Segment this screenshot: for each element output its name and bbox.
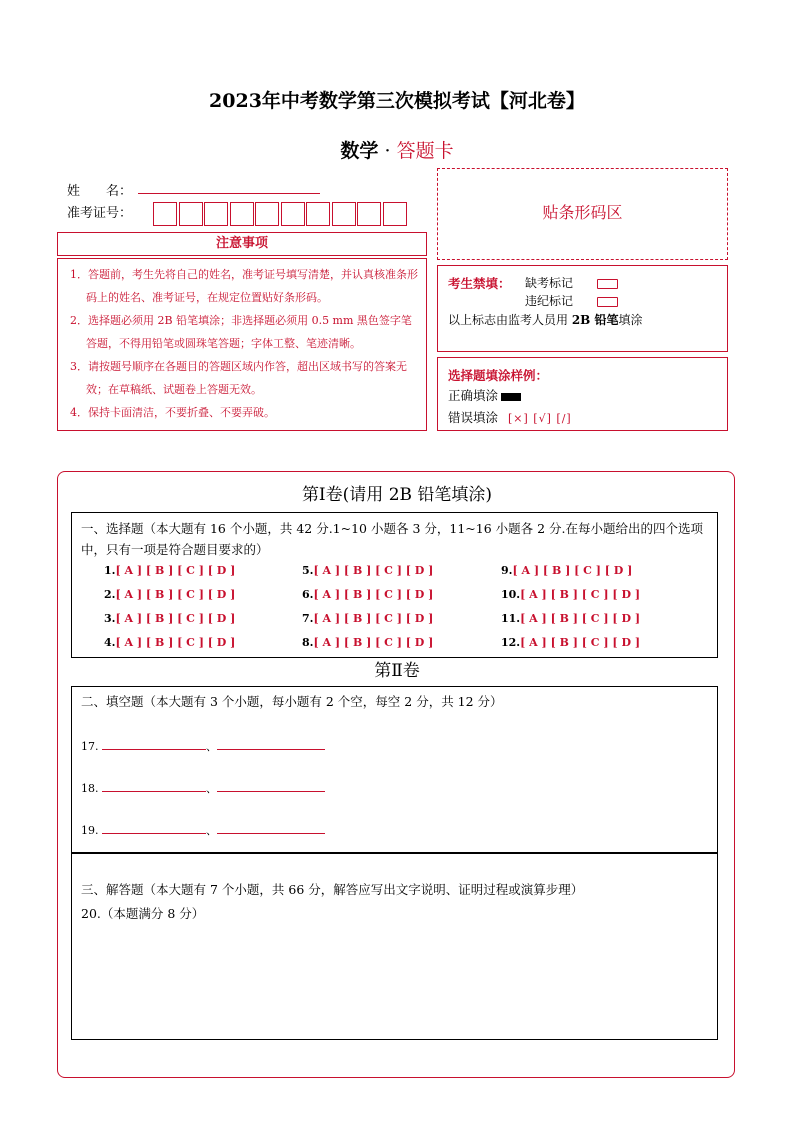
mc-question-10[interactable]: 10.[ A ] [ B ] [ C ] [ D ] bbox=[501, 588, 641, 601]
part2-title: 第Ⅱ卷 bbox=[374, 661, 420, 681]
ban-title: 考生禁填： bbox=[448, 276, 511, 291]
id-digit-box[interactable] bbox=[357, 202, 381, 226]
wrong-label: 错误填涂 bbox=[448, 410, 499, 425]
id-digit-box[interactable] bbox=[281, 202, 305, 226]
mc-question-6[interactable]: 6.[ A ] [ B ] [ C ] [ D ] bbox=[302, 588, 434, 601]
notice-title: 注意事项 bbox=[57, 232, 427, 256]
mc-question-3[interactable]: 3.[ A ] [ B ] [ C ] [ D ] bbox=[104, 612, 236, 625]
card-subtitle bbox=[0, 136, 794, 163]
notice-item-4: 4．保持卡面清洁，不要折叠、不要弄破。 bbox=[70, 406, 275, 419]
fill-item-17: 17. 、 bbox=[81, 738, 325, 754]
name-label: 姓 名： bbox=[67, 184, 133, 199]
correct-label: 正确填涂 bbox=[448, 388, 499, 403]
id-digit-box[interactable] bbox=[383, 202, 407, 226]
filled-mark-sample bbox=[501, 393, 521, 401]
id-digit-box[interactable] bbox=[332, 202, 356, 226]
absent-mark[interactable] bbox=[597, 279, 618, 289]
id-label: 准考证号： bbox=[67, 206, 133, 221]
subtitle-card: 答题卡 bbox=[396, 140, 454, 162]
blank-19-b[interactable] bbox=[217, 823, 325, 834]
ban-note: 以上标志由监考人员用 2B 铅笔填涂 bbox=[448, 313, 643, 327]
subtitle-subject: 数学 bbox=[340, 140, 379, 162]
absent-label: 缺考标记 bbox=[525, 276, 574, 290]
blank-18-b[interactable] bbox=[217, 781, 325, 792]
blank-19-a[interactable] bbox=[102, 823, 206, 834]
blank-18-a[interactable] bbox=[102, 781, 206, 792]
mc-question-11[interactable]: 11.[ A ] [ B ] [ C ] [ D ] bbox=[501, 612, 641, 625]
id-digit-box[interactable] bbox=[306, 202, 330, 226]
mc-question-12[interactable]: 12.[ A ] [ B ] [ C ] [ D ] bbox=[501, 636, 641, 649]
subtitle-dot: · bbox=[384, 140, 391, 162]
blank-17-b[interactable] bbox=[217, 739, 325, 750]
blank-17-a[interactable] bbox=[102, 739, 206, 750]
notice-box bbox=[57, 258, 427, 431]
mc-question-8[interactable]: 8.[ A ] [ B ] [ C ] [ D ] bbox=[302, 636, 434, 649]
mc-question-7[interactable]: 7.[ A ] [ B ] [ C ] [ D ] bbox=[302, 612, 434, 625]
id-number-boxes[interactable] bbox=[153, 202, 408, 226]
mc-question-5[interactable]: 5.[ A ] [ B ] [ C ] [ D ] bbox=[302, 564, 434, 577]
answer-description: 三、解答题（本大题有 7 个小题，共 66 分，解答应写出文字说明、证明过程或演算步理） bbox=[81, 882, 584, 897]
notice-item-2: 2．选择题必须用 2B 铅笔填涂；非选择题必须用 0.5 mm 黑色签字笔答题，不得用铅笔或圆珠笔答题；字体工整、笔迹清晰。 bbox=[70, 314, 412, 350]
sample-box bbox=[437, 357, 728, 431]
part1-title: 第Ⅰ卷(请用 2B 铅笔填涂) bbox=[301, 485, 493, 505]
name-field[interactable] bbox=[138, 193, 320, 194]
id-digit-box[interactable] bbox=[230, 202, 254, 226]
question-20-label: 20.（本题满分 8 分） bbox=[81, 906, 205, 921]
mc-question-9[interactable]: 9.[ A ] [ B ] [ C ] [ D ] bbox=[501, 564, 633, 577]
id-digit-box[interactable] bbox=[255, 202, 279, 226]
exam-title: 2023年中考数学第三次模拟考试【河北卷】 bbox=[209, 90, 585, 112]
notice-item-3: 3．请按题号顺序在各题目的答题区域内作答，超出区域书写的答案无效；在草稿纸、试题卷上答题无效。 bbox=[70, 360, 407, 396]
mc-question-1[interactable]: 1.[ A ] [ B ] [ C ] [ D ] bbox=[104, 564, 236, 577]
sample-title: 选择题填涂样例： bbox=[448, 368, 549, 383]
fill-item-19: 19. 、 bbox=[81, 822, 325, 838]
wrong-marks-sample: [×] [√] [/] bbox=[508, 412, 572, 425]
mc-description: 一、选择题（本大题有 16 个小题，共 42 分.1~10 小题各 3 分，11~16 小题各 2 分.在每小题给出的四个选项中，只有一项是符合题目要求的） bbox=[81, 521, 704, 557]
mc-question-4[interactable]: 4.[ A ] [ B ] [ C ] [ D ] bbox=[104, 636, 236, 649]
violation-label: 违纪标记 bbox=[525, 294, 574, 308]
barcode-area: 贴条形码区 bbox=[437, 168, 728, 260]
mc-question-2[interactable]: 2.[ A ] [ B ] [ C ] [ D ] bbox=[104, 588, 236, 601]
id-digit-box[interactable] bbox=[179, 202, 203, 226]
fill-description: 二、填空题（本大题有 3 个小题，每小题有 2 个空，每空 2 分，共 12 分） bbox=[81, 694, 503, 709]
violation-mark[interactable] bbox=[597, 297, 618, 307]
id-digit-box[interactable] bbox=[153, 202, 177, 226]
notice-item-1: 1．答题前，考生先将自己的姓名，准考证号填写清楚，并认真核准条形码上的姓名、准考证号，在规定位置贴好条形码。 bbox=[70, 268, 418, 304]
ban-box bbox=[437, 265, 728, 352]
fill-item-18: 18. 、 bbox=[81, 780, 325, 796]
id-digit-box[interactable] bbox=[204, 202, 228, 226]
